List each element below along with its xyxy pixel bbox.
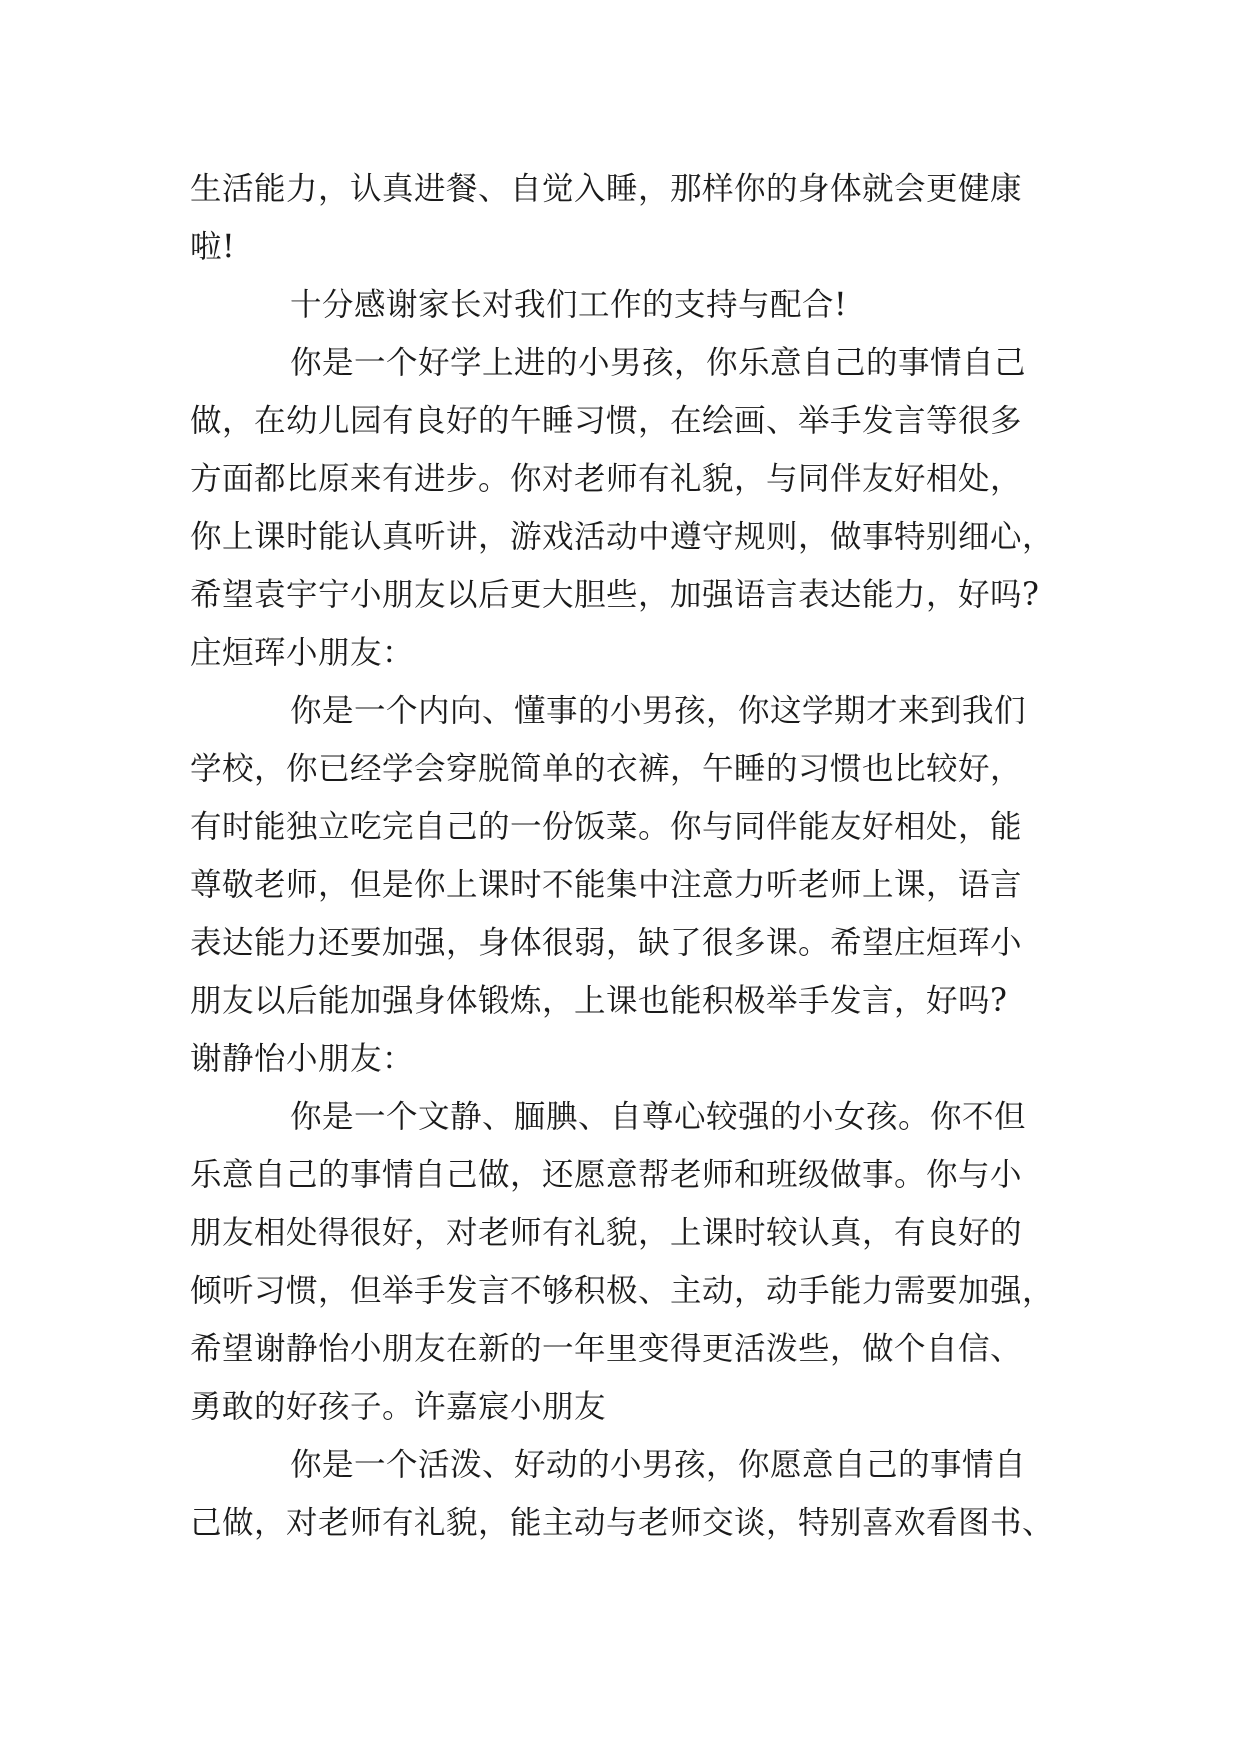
text-line: 尊敬老师，但是你上课时不能集中注意力听老师上课，语言 [190,867,1023,903]
text-line: 表达能力还要加强，身体很弱，缺了很多课。希望庄烜珲小 [190,925,1023,961]
section-heading: 谢静怡小朋友： [190,1041,415,1077]
text-line: 生活能力，认真进餐、自觉入睡，那样你的身体就会更健康 [190,171,1023,207]
text-line: 朋友相处得很好，对老师有礼貌，上课时较认真，有良好的 [190,1215,1023,1251]
text-line: 乐意自己的事情自己做，还愿意帮老师和班级做事。你与小 [190,1157,1023,1193]
text-line: 你是一个内向、懂事的小男孩，你这学期才来到我们 [290,693,1027,729]
text-line: 做，在幼儿园有良好的午睡习惯，在绘画、举手发言等很多 [190,403,1023,439]
text-line: 学校，你已经学会穿脱简单的衣裤，午睡的习惯也比较好， [190,751,1023,787]
text-line: 己做，对老师有礼貌，能主动与老师交谈，特别喜欢看图书、 [190,1505,1055,1541]
text-line: 你是一个活泼、好动的小男孩，你愿意自己的事情自 [290,1447,1027,1483]
text-line: 你是一个好学上进的小男孩，你乐意自己的事情自己 [290,345,1027,381]
text-line: 方面都比原来有进步。你对老师有礼貌，与同伴友好相处， [190,461,1023,497]
text-line: 倾听习惯，但举手发言不够积极、主动，动手能力需要加强， [190,1273,1055,1309]
text-line: 勇敢的好孩子。许嘉宸小朋友 [190,1389,607,1425]
text-line: 十分感谢家长对我们工作的支持与配合! [290,287,848,323]
text-line: 有时能独立吃完自己的一份饭菜。你与同伴能友好相处，能 [190,809,1023,845]
text-line: 朋友以后能加强身体锻炼，上课也能积极举手发言，好吗? [190,983,1008,1019]
text-line: 你上课时能认真听讲，游戏活动中遵守规则，做事特别细心， [190,519,1055,555]
text-line: 希望袁宇宁小朋友以后更大胆些，加强语言表达能力，好吗? [190,577,1040,613]
document-body [190,160,1060,1552]
text-line: 啦! [190,229,236,265]
text-line: 希望谢静怡小朋友在新的一年里变得更活泼些，做个自信、 [190,1331,1023,1367]
section-heading: 庄烜珲小朋友： [190,635,415,671]
text-line: 你是一个文静、腼腆、自尊心较强的小女孩。你不但 [290,1099,1027,1135]
